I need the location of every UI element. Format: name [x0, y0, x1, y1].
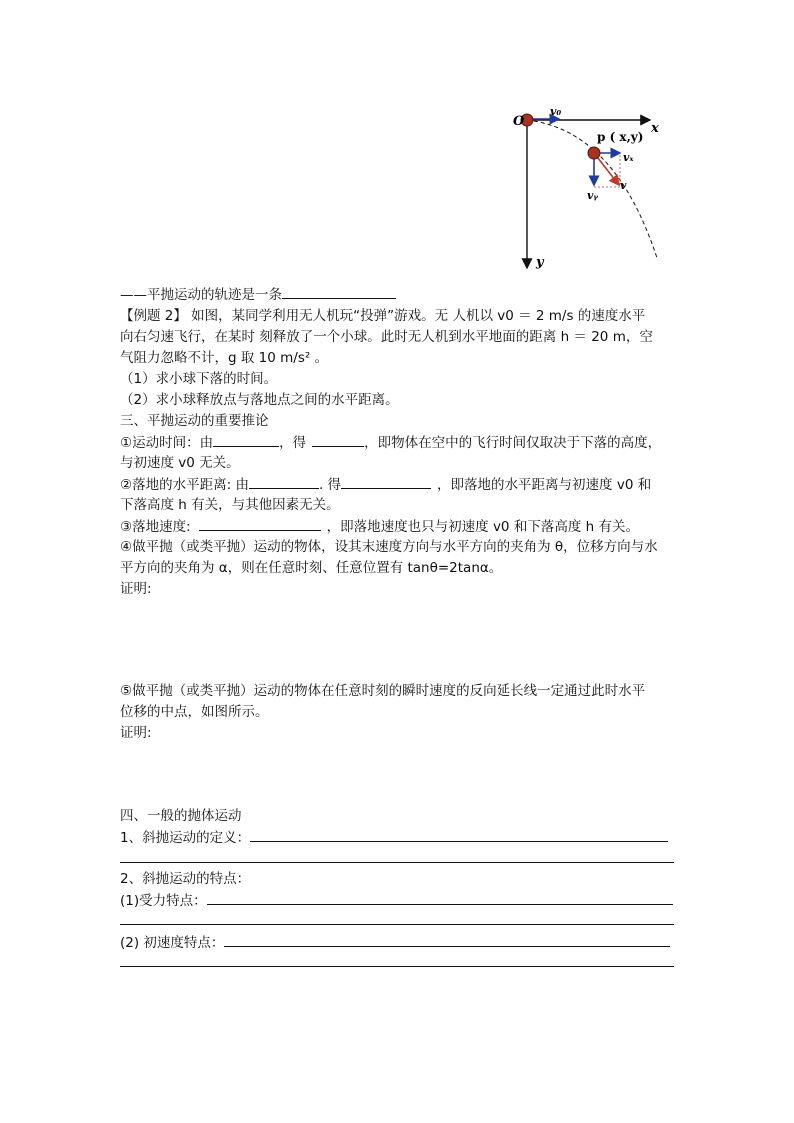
conclusion-3-line — [120, 516, 639, 538]
conclusion-1-line2: 与初速度 v0 无关。 — [120, 455, 240, 471]
c1-blank-2[interactable] — [312, 432, 364, 447]
c3-text-a: ③落地速度: — [120, 519, 191, 535]
conclusion-4-line1: ④做平抛（或类平抛）运动的物体，设其末速度方向与水平方向的夹角为 θ，位移方向与水 — [120, 539, 658, 555]
question-1: （1）求小球下落的时间。 — [120, 371, 278, 387]
c1-blank-1[interactable] — [213, 432, 279, 447]
section-3-heading: 三、平抛运动的重要推论 — [120, 413, 269, 429]
force-feat-blank[interactable] — [207, 890, 673, 905]
oblique-def-blank-2[interactable] — [120, 862, 674, 863]
oblique-features-heading: 2、斜抛运动的特点： — [120, 871, 251, 887]
c2-blank-1[interactable] — [249, 474, 319, 489]
force-feature-line — [120, 890, 674, 912]
oblique-def-text: 1、斜抛运动的定义： — [120, 830, 251, 846]
conclusion-5-line2: 位移的中点，如图所示。 — [120, 704, 269, 720]
init-vel-blank[interactable] — [224, 932, 670, 947]
point-label: p ( x,y) — [597, 130, 644, 144]
c1-text-a: ①运动时间：由 — [120, 435, 214, 451]
trajectory-line — [120, 284, 396, 306]
example2-line3: 气阻力忽略不计，g 取 10 m/s² 。 — [120, 350, 329, 366]
proof-label-2: 证明: — [120, 725, 152, 741]
vx-label: vₓ — [623, 151, 634, 164]
conclusion-4-line2: 平方向的夹角为 α，则在任意时刻、任意位置有 tanθ=2tanα。 — [120, 560, 503, 576]
conclusion-5-line1: ⑤做平抛（或类平抛）运动的物体在任意时刻的瞬时速度的反向延长线一定通过此时水平 — [120, 683, 646, 699]
c1-text-b: ，得 — [279, 435, 307, 451]
example2-line2: 向右匀速飞行，在某时 刻释放了一个小球。此时无人机到水平地面的距离 h ＝ 20 m，空 — [120, 329, 653, 345]
force-feat-text: (1)受力特点： — [120, 893, 207, 909]
y-axis-label: y — [536, 255, 544, 270]
init-vel-blank-2[interactable] — [120, 966, 674, 967]
origin-label: O — [513, 114, 525, 129]
trajectory-text: ——平抛运动的轨迹是一条 — [120, 287, 282, 303]
init-vel-text: (2) 初速度特点： — [120, 935, 225, 951]
point-ball — [588, 147, 600, 159]
conclusion-1-line1 — [120, 432, 661, 454]
force-feat-blank-2[interactable] — [120, 924, 674, 925]
oblique-def-blank[interactable] — [250, 827, 668, 842]
c3-blank[interactable] — [199, 516, 321, 531]
c2-text-a: ②落地的水平距离: 由 — [120, 477, 249, 493]
c2-text-b: . 得 — [318, 477, 342, 493]
vy-label: vᵧ — [587, 189, 598, 202]
section-4-heading: 四、一般的抛体运动 — [120, 808, 242, 824]
projectile-diagram — [505, 100, 675, 275]
question-2: （2）求小球释放点与落地点之间的水平距离。 — [120, 392, 399, 408]
proof-label-1: 证明: — [120, 581, 152, 597]
c2-blank-2[interactable] — [341, 474, 431, 489]
v-label: v — [620, 179, 627, 192]
conclusion-2-line2: 下落高度 h 有关，与其他因素无关。 — [120, 497, 340, 513]
initial-velocity-line — [120, 932, 674, 954]
c2-text-c: ，即落地的水平距离与初速度 v0 和 — [437, 477, 652, 493]
example2-line1: 【例题 2】 如图，某同学利用无人机玩“投弹”游戏。无 人机以 v0 ＝ 2 m/s 的速度水平 — [120, 308, 646, 324]
c3-text-b: ，即落地速度也只与初速度 v0 和下落高度 h 有关。 — [326, 519, 639, 535]
v0-label: v₀ — [550, 105, 562, 118]
oblique-definition-line — [120, 827, 674, 849]
c1-text-c: ，即物体在空中的飞行时间仅取决于下落的高度， — [364, 435, 662, 451]
conclusion-2-line1 — [120, 474, 651, 496]
trajectory-blank[interactable] — [282, 284, 396, 299]
x-axis-label: x — [651, 121, 659, 136]
